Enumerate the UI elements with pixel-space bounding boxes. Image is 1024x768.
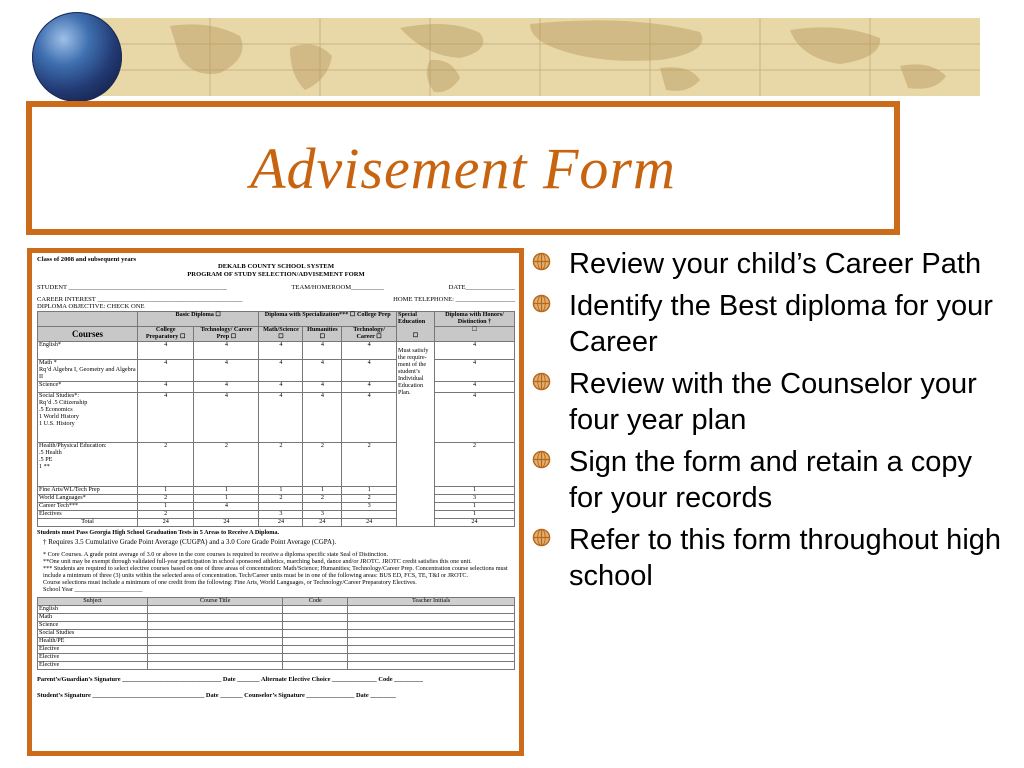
team-field: TEAM/HOMEROOM__________ — [291, 284, 385, 292]
course-name-cell: Social Studies*: Rq’d .5 Citizenship .5 Economics 1 World History 1 U.S. History — [38, 393, 138, 443]
blank-cell — [283, 621, 348, 629]
credit-cell: 4 — [138, 342, 194, 360]
credit-cell: 2 — [342, 494, 397, 502]
credit-cell: 4 — [194, 342, 259, 360]
credit-cell: 4 — [138, 393, 194, 443]
credit-cell: 24 — [194, 518, 259, 526]
sub-header-cell: Math/Science ☐ — [259, 327, 303, 342]
table-row — [38, 502, 515, 510]
subject-header-cell: Code — [283, 597, 348, 605]
course-name-cell: Total — [38, 518, 138, 526]
credit-cell: 1 — [435, 510, 515, 518]
credit-cell: 4 — [303, 382, 342, 393]
subject-row — [38, 661, 515, 669]
sub-header-cell: College Preparatory ☐ — [138, 327, 194, 342]
globe-bullet-icon — [532, 528, 551, 547]
credit-cell: 1 — [194, 487, 259, 495]
table-row — [38, 342, 515, 360]
slide-title: Advisement Form — [250, 135, 676, 201]
credit-cell: 4 — [303, 360, 342, 382]
blank-cell — [348, 621, 515, 629]
table-row — [38, 382, 515, 393]
credit-cell: 4 — [435, 393, 515, 443]
credit-cell: 2 — [303, 494, 342, 502]
blank-cell — [283, 637, 348, 645]
credit-cell: 2 — [259, 443, 303, 487]
table-row — [38, 510, 515, 518]
bullet-text: Sign the form and retain a copy for your records — [569, 446, 973, 514]
subject-cell: Elective — [38, 653, 148, 661]
sub-header-cell: Technology/ Career ☐ — [342, 327, 397, 342]
subject-cell: Health/PE — [38, 637, 148, 645]
form-note: School Year ______________________ — [43, 586, 143, 594]
credit-cell: 2 — [435, 443, 515, 487]
subject-row — [38, 645, 515, 653]
credit-cell: 4 — [259, 382, 303, 393]
credit-cell: 1 — [303, 487, 342, 495]
globe-bullet-icon — [532, 372, 551, 391]
parent-signature-line: Parent’s/Guardian’s Signature _______________________________ Date _______ Alternate Elective Choice ______________ Code _________ — [37, 675, 423, 683]
credit-cell: 4 — [259, 360, 303, 382]
group-honors: Diploma with Honors/ Distinction † — [435, 312, 515, 327]
blank-cell — [283, 653, 348, 661]
bullet-text: Review with the Counselor your four year plan — [569, 368, 977, 436]
blank-cell — [283, 645, 348, 653]
group-specialization: Diploma with Specialization*** ☐ College Prep — [259, 312, 397, 327]
system-name: DEKALB COUNTY SCHOOL SYSTEM — [217, 263, 335, 271]
group-basic: Basic Diploma ☐ — [138, 312, 259, 327]
course-name-cell: World Languages* — [38, 494, 138, 502]
credit-cell: 4 — [342, 393, 397, 443]
credit-cell: 4 — [342, 382, 397, 393]
course-name-cell: Health/Physical Education: .5 Health .5 PE 1 ** — [38, 443, 138, 487]
credit-cell: 24 — [435, 518, 515, 526]
credit-cell: 2 — [138, 494, 194, 502]
subject-header-cell: Teacher Initials — [348, 597, 515, 605]
credit-cell: 1 — [435, 502, 515, 510]
credit-cell: 4 — [435, 342, 515, 360]
credit-cell: 4 — [194, 502, 259, 510]
subject-header-cell: Course Title — [148, 597, 283, 605]
blank-cell — [283, 661, 348, 669]
blank-cell — [148, 613, 283, 621]
map-banner — [100, 18, 980, 96]
credit-cell: 4 — [259, 342, 303, 360]
credit-cell: 2 — [138, 443, 194, 487]
globe-bullet-icon — [532, 252, 551, 271]
credit-cell: 3 — [259, 510, 303, 518]
credit-cell: 4 — [259, 393, 303, 443]
blank-cell — [348, 629, 515, 637]
subject-cell: Math — [38, 613, 148, 621]
bullet-item — [532, 444, 1002, 516]
date-field: DATE_______________ — [448, 284, 515, 292]
bullet-list — [532, 246, 1002, 600]
bullet-text: Review your child’s Career Path — [569, 248, 982, 280]
credit-cell: 4 — [303, 342, 342, 360]
credit-cell: 3 — [342, 502, 397, 510]
program-name: PROGRAM OF STUDY SELECTION/ADVISEMENT FORM — [187, 270, 365, 278]
bullet-item — [532, 522, 1002, 594]
credit-cell: 24 — [138, 518, 194, 526]
subject-cell: Science — [38, 621, 148, 629]
blank-cell — [348, 637, 515, 645]
credit-cell: 4 — [435, 382, 515, 393]
subject-row — [38, 613, 515, 621]
course-name-cell: Electives — [38, 510, 138, 518]
blank-cell — [148, 621, 283, 629]
globe-icon — [32, 12, 122, 102]
career-field: CAREER INTEREST ____________________________________________ — [37, 295, 243, 303]
advisement-form-image — [27, 248, 524, 756]
blank-cell — [148, 653, 283, 661]
table-row — [38, 487, 515, 495]
sub-header-cell: Technology/ Career Prep ☐ — [194, 327, 259, 342]
subject-cell: Social Studies — [38, 629, 148, 637]
table-row — [38, 494, 515, 502]
subject-row — [38, 637, 515, 645]
credit-cell: 2 — [138, 510, 194, 518]
credit-cell: 4 — [303, 393, 342, 443]
course-name-cell: Math * Rq’d Algebra I, Geometry and Algebra II — [39, 359, 136, 380]
subject-row — [38, 629, 515, 637]
diploma-objective: DIPLOMA OBJECTIVE: CHECK ONE — [37, 302, 145, 310]
bullet-text: Identify the Best diploma for your Career — [569, 290, 993, 358]
blank-cell — [148, 605, 283, 613]
pass-note: Students must Pass Georgia High School Graduation Tests in 5 Areas to Receive A Diploma. — [37, 528, 280, 536]
form-note: *** Students are required to select elective courses based on one of three areas of concentration: Math/Science; Humanities; Technology/Career Prep. Concentration course selections must include a minimum of three (3) units within the selected area of concentration. Tech/Career units must be in one of the following areas: BUS ED, FCS, TE, T&I or JROTC. — [43, 565, 508, 580]
class-line: Class of 2008 and subsequent years — [37, 256, 137, 263]
blank-cell — [348, 661, 515, 669]
form-note: * Core Courses. A grade point average of 3.0 or above in the core courses is required to receive a diploma specific state Seal of Distinction. — [43, 550, 389, 558]
credit-cell: 4 — [138, 360, 194, 382]
honors-checkbox: ☐ — [435, 327, 515, 342]
credit-cell: 1 — [138, 487, 194, 495]
table-row — [38, 360, 515, 382]
credit-cell: 2 — [303, 443, 342, 487]
special-ed-checkbox: ☐ — [412, 332, 419, 340]
subject-row — [38, 605, 515, 613]
credit-cell: 24 — [303, 518, 342, 526]
phone-field: HOME TELEPHONE: __________________ — [393, 295, 515, 303]
special-ed-note: Must satisfy the require-ment of the student’s Individual Education Plan. — [397, 342, 435, 527]
bullet-item — [532, 366, 1002, 438]
title-box — [26, 101, 900, 235]
bullet-item — [532, 246, 1002, 282]
blank-cell — [348, 653, 515, 661]
group-special-ed: Special Education — [398, 311, 426, 326]
credit-cell: 4 — [342, 360, 397, 382]
blank-cell — [348, 645, 515, 653]
credit-cell: 3 — [303, 510, 342, 518]
blank-cell — [348, 613, 515, 621]
subject-cell: English — [38, 605, 148, 613]
blank-cell — [148, 637, 283, 645]
course-name-cell: Career Tech*** — [38, 502, 138, 510]
subject-header-cell: Subject — [38, 597, 148, 605]
blank-cell — [148, 645, 283, 653]
subject-cell: Elective — [38, 645, 148, 653]
form-note: Course selections must include a minimum of one credit from the following: Fine Arts, World Languages, or Technology/Career Preparatory Electives. — [43, 579, 417, 587]
courses-header: Courses — [38, 327, 138, 342]
course-name-cell: Fine Arts/WL/Tech Prep — [38, 487, 138, 495]
credit-cell: 1 — [138, 502, 194, 510]
subject-course-table — [37, 597, 515, 670]
blank-cell — [283, 605, 348, 613]
credit-cell: 4 — [194, 382, 259, 393]
blank-cell — [148, 661, 283, 669]
form-note: **One unit may be exempt through validated full-year participation in school sponsored athletics, marching band, dance and/or JROTC. JROTC credit satisfies this one unit. — [43, 557, 472, 565]
subject-row — [38, 621, 515, 629]
subject-cell: Elective — [38, 661, 148, 669]
table-row — [38, 518, 515, 526]
form-document — [37, 256, 515, 699]
credit-cell: 24 — [259, 518, 303, 526]
student-signature-line: Student’s Signature ___________________________________ Date _______ Counselor’s Signature _______________ Date ________ — [37, 691, 396, 699]
credit-cell: 1 — [342, 487, 397, 495]
course-name-cell: Science* — [38, 382, 138, 393]
table-row — [38, 443, 515, 487]
form-notes — [37, 538, 515, 594]
globe-bullet-icon — [532, 450, 551, 469]
blank-cell — [148, 629, 283, 637]
credit-cell: 1 — [259, 487, 303, 495]
blank-cell — [283, 629, 348, 637]
credit-cell: 4 — [138, 382, 194, 393]
credit-cell: 1 — [435, 487, 515, 495]
credit-cell: 24 — [342, 518, 397, 526]
diploma-requirements-table — [37, 311, 515, 526]
globe-bullet-icon — [532, 294, 551, 313]
credit-cell: 4 — [194, 393, 259, 443]
blank-cell — [283, 613, 348, 621]
bullet-item — [532, 288, 1002, 360]
credit-cell: 4 — [435, 360, 515, 382]
credit-cell: 4 — [194, 360, 259, 382]
credit-cell: 3 — [435, 494, 515, 502]
table-row — [38, 393, 515, 443]
form-note: † Requires 3.5 Cumulative Grade Point Average (CUGPA) and a 3.0 Core Grade Point Average (CGPA). — [43, 537, 337, 546]
credit-cell: 2 — [194, 443, 259, 487]
course-name-cell: English* — [38, 342, 138, 360]
bullet-text: Refer to this form throughout high school — [569, 524, 1002, 592]
credit-cell: 1 — [194, 494, 259, 502]
credit-cell: 2 — [342, 443, 397, 487]
subject-row — [38, 653, 515, 661]
credit-cell: 4 — [342, 342, 397, 360]
sub-header-cell: Humanities ☐ — [303, 327, 342, 342]
credit-cell: 2 — [259, 494, 303, 502]
blank-cell — [348, 605, 515, 613]
student-field: STUDENT ________________________________________________ — [37, 284, 227, 292]
